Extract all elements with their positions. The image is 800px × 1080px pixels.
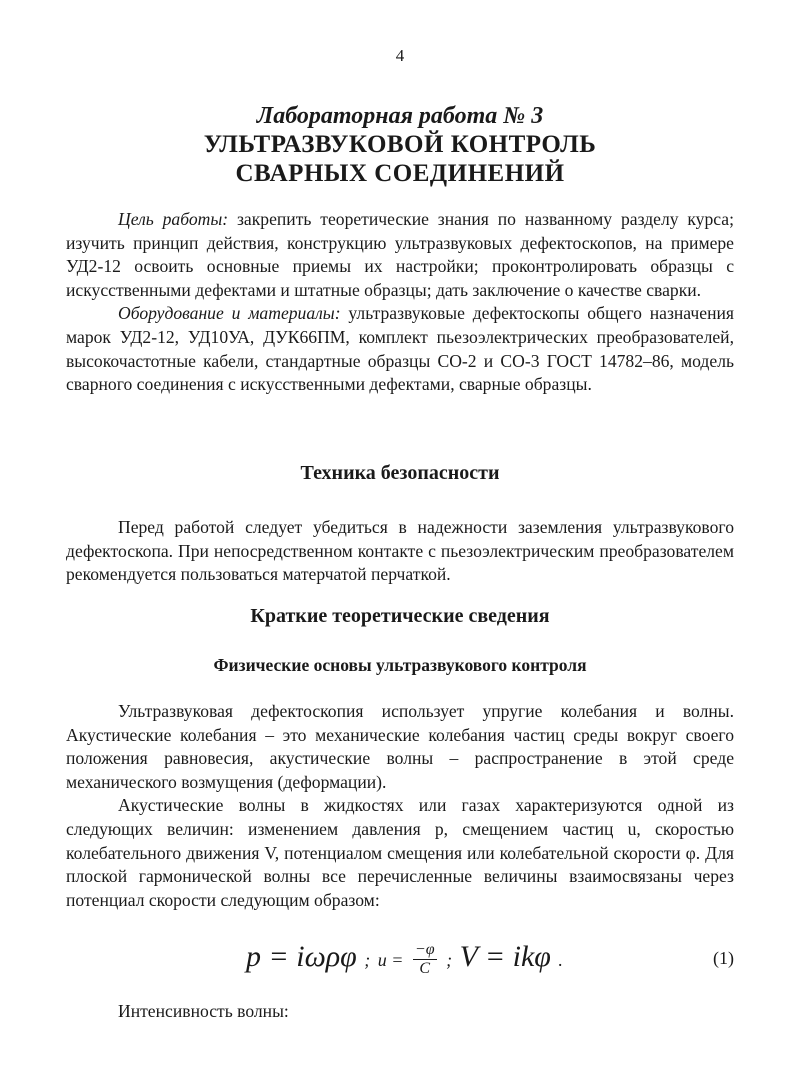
- theory-heading: Краткие теоретические сведения: [250, 605, 550, 627]
- formula-u-fraction: [413, 941, 437, 978]
- formula-number: (1): [713, 948, 734, 968]
- intensity-text: Интенсивность волны:: [118, 1001, 289, 1021]
- formula-u-label: u =: [377, 950, 404, 970]
- formula-u-numerator: −φ: [414, 940, 435, 958]
- formula-pressure: p = iωρφ: [246, 940, 357, 973]
- safety-heading: Техника безопасности: [300, 462, 500, 484]
- main-title-line2: СВАРНЫХ СОЕДИНЕНИЙ: [235, 160, 565, 187]
- theory-paragraph-2: Акустические волны в жидкостях или газах характеризуются одной из следующих величин: изменением давления p, смещением частиц u, скоростью колебательного движения V, потенциалом смещения или колебательной скорости φ. Для плоской гармонической волны все перечисленные величины взаимосвязаны через потенциал скорости следующим образом:: [66, 795, 734, 910]
- formula-separator-1: ;: [364, 950, 371, 970]
- theory-subheading: Физические основы ультразвукового контроля: [213, 655, 587, 675]
- title-block: [0, 103, 800, 188]
- theory-block: [66, 700, 734, 912]
- equipment-paragraph: [66, 302, 734, 396]
- goal-paragraph: [66, 208, 734, 302]
- formula-separator-2: ;: [446, 950, 453, 970]
- theory-paragraph-1: Ультразвуковая дефектоскопия использует упругие колебания и волны. Акустические колебания – это механические колебания частиц среды вокруг своего положения равновесия, акустические волны – распространение в этой среде механического возмущения (деформации).: [66, 701, 734, 792]
- safety-block: [66, 516, 734, 587]
- equipment-label: Оборудование и материалы:: [118, 303, 341, 324]
- formula-end: .: [558, 950, 563, 970]
- formula-velocity: V = ikφ: [459, 940, 551, 973]
- lab-title: Лабораторная работа № 3: [256, 103, 544, 129]
- intensity-block: [66, 1000, 734, 1024]
- main-title-line1: УЛЬТРАЗВУКОВОЙ КОНТРОЛЬ: [203, 131, 597, 158]
- equipment-text: ультразвуковые дефектоскопы общего назначения марок УД2-12, УД10УА, ДУК66ПМ, комплект пьезоэлектрических преобразователей, высокочастотные кабели, стандартные образцы СО-2 и СО-3 ГОСТ 14782–86, модель сварного соединения с искусственными дефектами, сварные образцы.: [66, 303, 734, 395]
- page-number: 4: [395, 46, 405, 65]
- safety-paragraph: Перед работой следует убедиться в надежности заземления ультразвукового дефектоскопа. При непосредственном контакте с пьезоэлектрическим преобразователем рекомендуется пользоваться матерчатой перчаткой.: [66, 517, 734, 585]
- intro-block: [66, 208, 734, 397]
- formula-expression: [246, 940, 563, 978]
- goal-text: закрепить теоретические знания по названному разделу курса; изучить принцип действия, конструкцию ультразвуковых дефектоскопов, на примере УД2-12 освоить основные приемы их настройки; проконтролировать образцы с искусственными дефектами и штатные образцы; дать заключение о качестве сварки.: [66, 209, 734, 300]
- formula-1: [0, 940, 800, 986]
- goal-label: Цель работы:: [118, 209, 229, 229]
- formula-u-denominator: C: [419, 959, 431, 977]
